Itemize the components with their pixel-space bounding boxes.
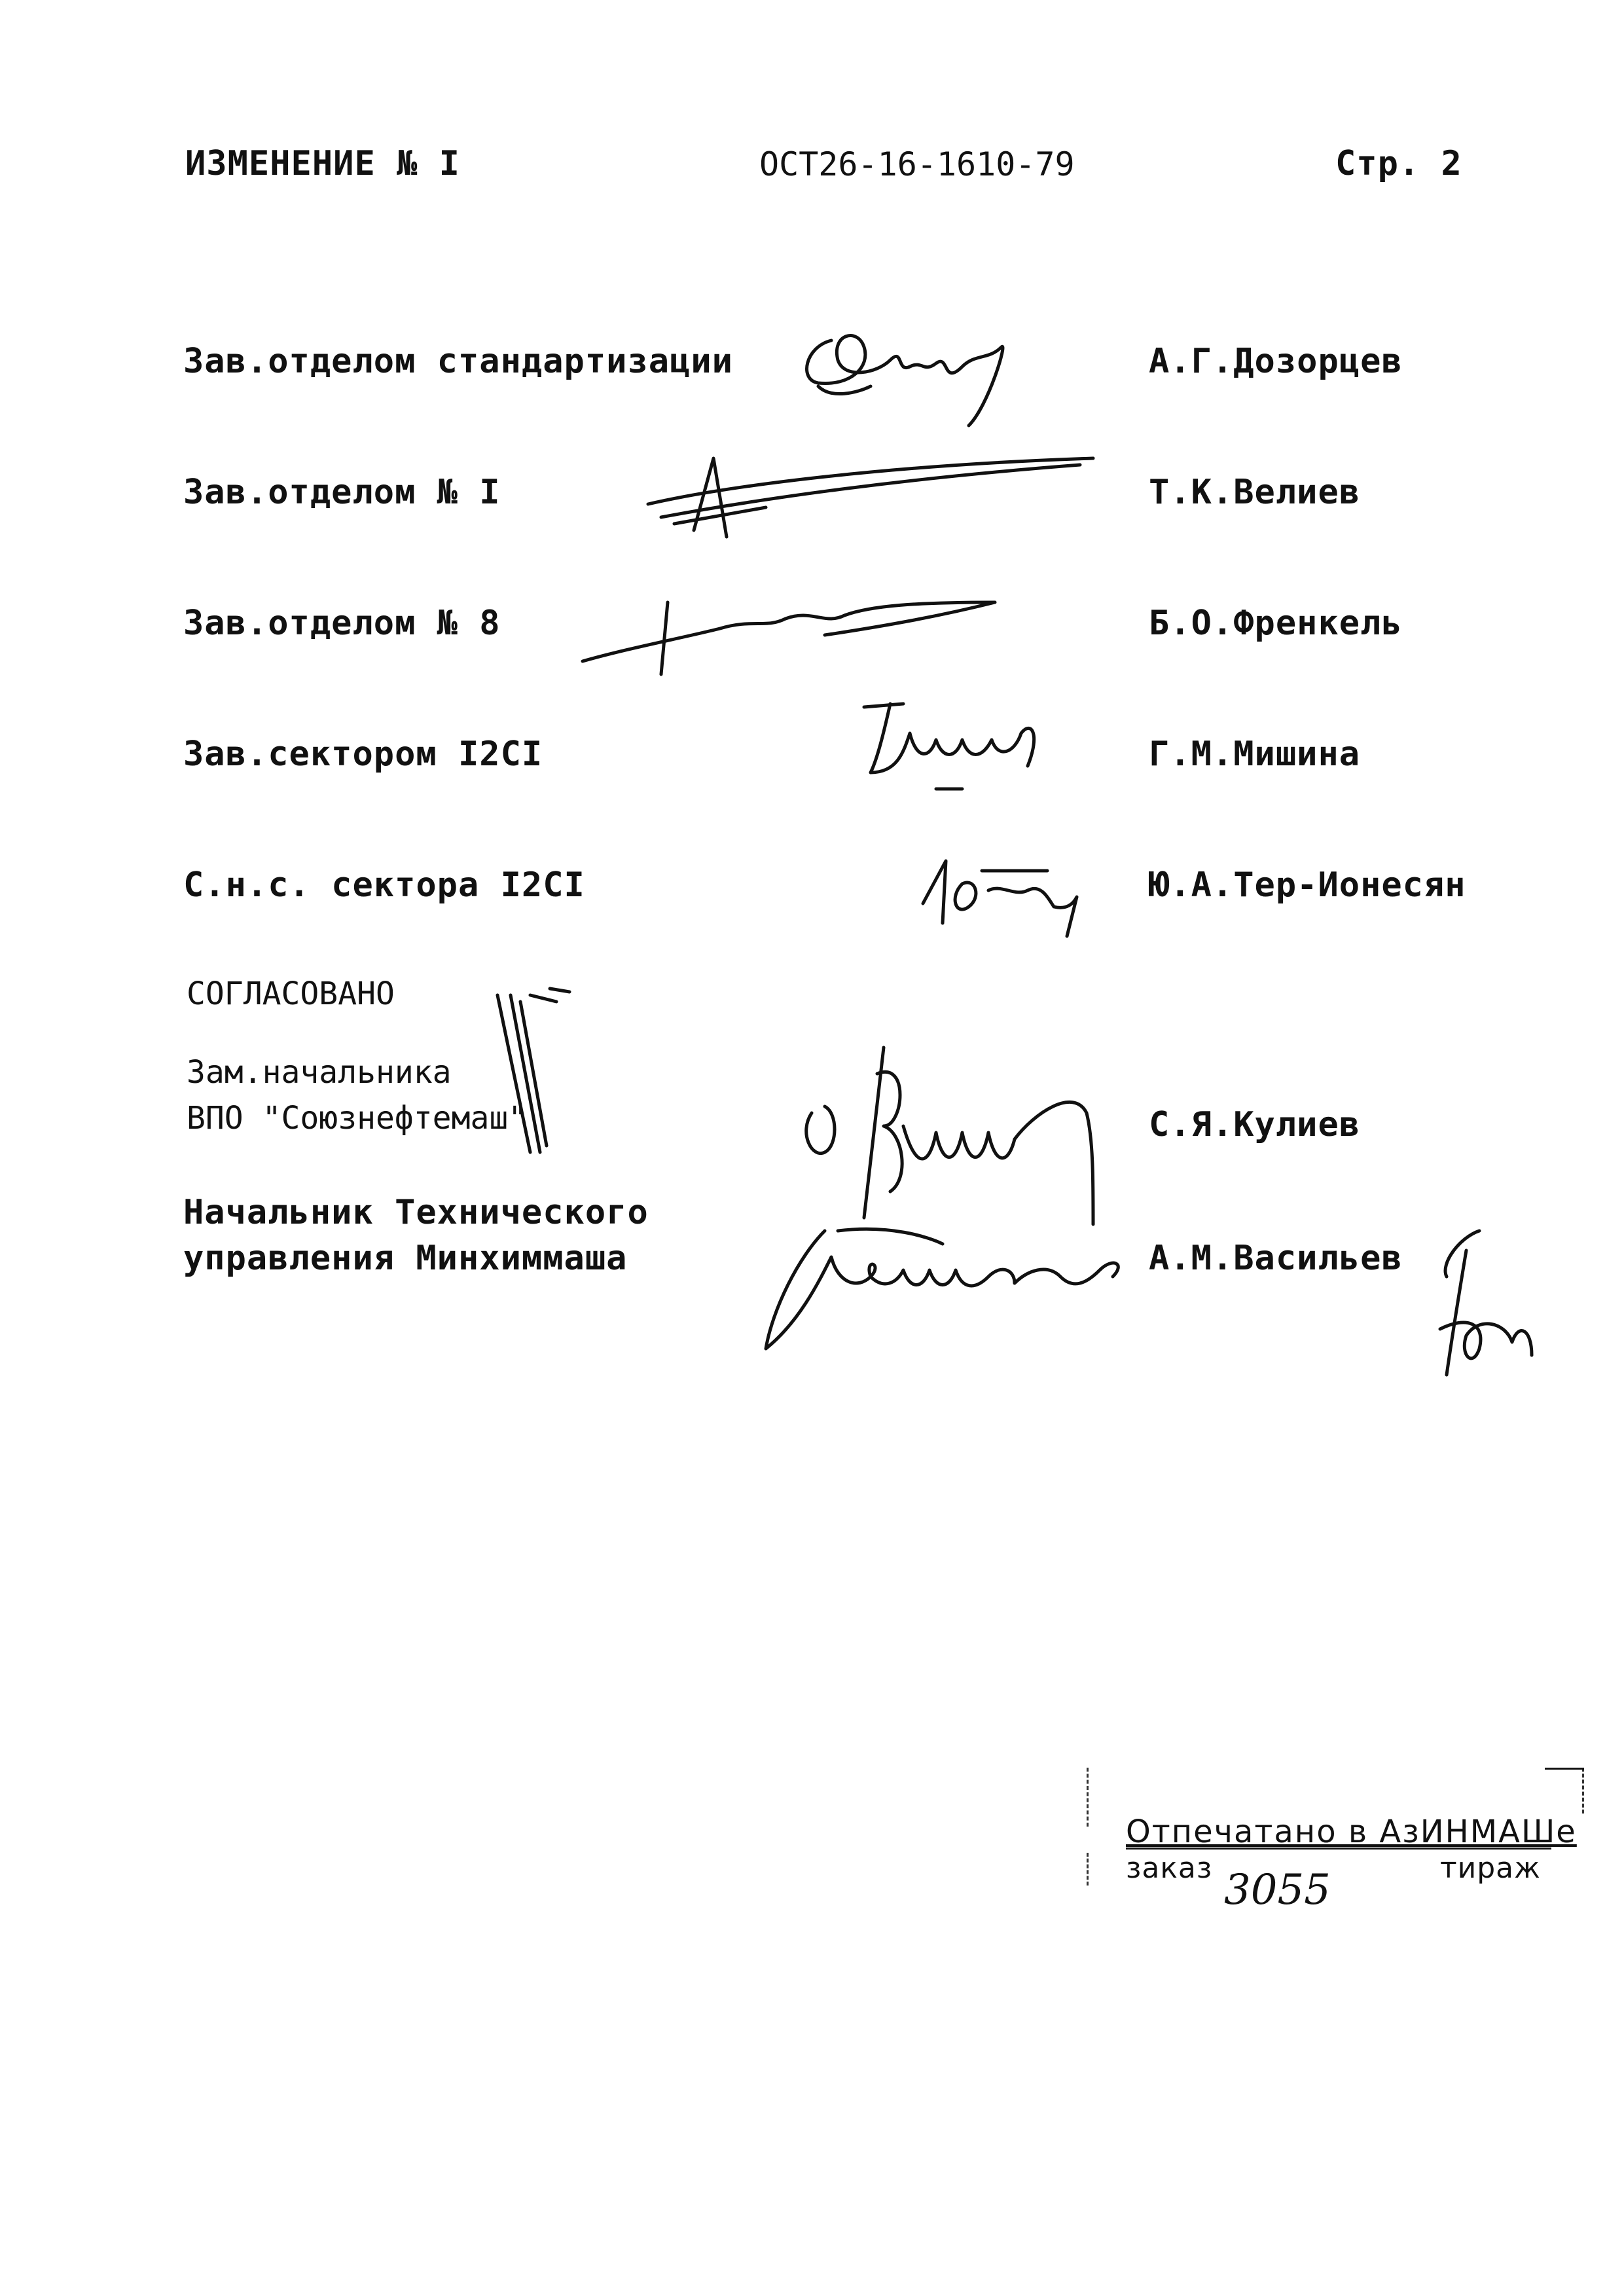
approval-name: С.Я.Кулиев	[1149, 1105, 1361, 1144]
signature-kuliev	[799, 1034, 1139, 1231]
imprint-stamp	[1087, 1768, 1584, 1925]
signature-veliev	[635, 445, 1106, 550]
signatory-position: Зав.сектором I2CI	[183, 735, 543, 774]
approval-position-line1: Зам.начальника	[187, 1054, 452, 1091]
initials-mark	[1420, 1224, 1558, 1381]
approval-position-line1: Начальник Технического	[183, 1193, 649, 1232]
approval-position-line2: управления Минхиммаша	[183, 1239, 628, 1278]
signature-vasilyev	[759, 1218, 1139, 1362]
signatory-position: С.н.с. сектора I2CI	[183, 866, 585, 905]
signatory-name: Б.О.Френкель	[1149, 604, 1403, 643]
change-number: ИЗМЕНЕНИЕ № I	[185, 144, 460, 183]
signatory-name: Г.М.Мишина	[1149, 735, 1361, 774]
signature-mishina	[851, 694, 1060, 799]
imprint-order-label: заказ	[1126, 1851, 1213, 1885]
approval-position-line2: ВПО "Союзнефтемаш"	[187, 1100, 528, 1137]
imprint-circulation-label: тираж	[1440, 1851, 1541, 1885]
signature-dozortsev	[792, 301, 1067, 432]
approved-heading: СОГЛАСОВАНО	[187, 975, 395, 1012]
signature-ter-ionesyan	[910, 845, 1093, 943]
signatory-name: А.Г.Дозорцев	[1149, 342, 1403, 381]
signatory-position: Зав.отделом № I	[183, 473, 501, 512]
page-number: Стр. 2	[1335, 144, 1462, 183]
imprint-order-line	[1126, 1851, 1541, 1885]
standard-code: ОСТ26-16-1610-79	[759, 145, 1075, 183]
imprint-order-number: 3055	[1224, 1866, 1331, 1914]
approval-name: А.М.Васильев	[1149, 1239, 1403, 1278]
signatory-name: Т.К.Велиев	[1149, 473, 1361, 512]
signature-frenkel	[576, 589, 1021, 681]
approval-stamp-mark	[458, 982, 576, 1165]
signatory-name: Ю.А.Тер-Ионесян	[1149, 866, 1466, 905]
signatory-position: Зав.отделом № 8	[183, 604, 501, 643]
imprint-printed-at: Отпечатано в АзИНМАШе	[1126, 1813, 1577, 1850]
signatory-position: Зав.отделом стандартизации	[183, 342, 733, 381]
